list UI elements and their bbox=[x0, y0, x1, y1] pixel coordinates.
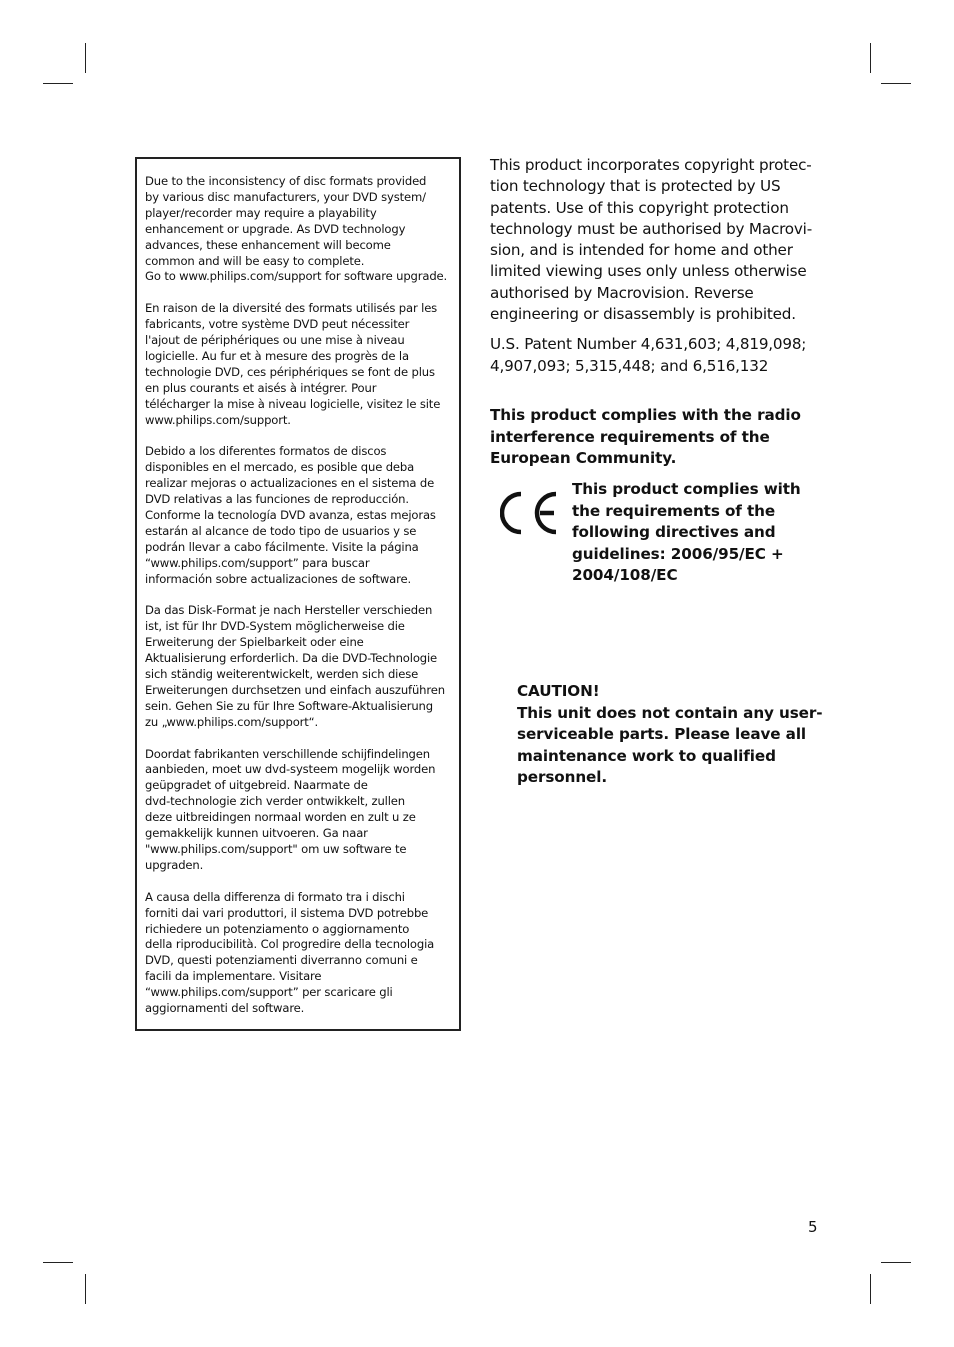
radio-compliance bbox=[490, 405, 820, 470]
ce-compliance bbox=[572, 479, 822, 587]
radio-compliance-text: This product complies with the radio interference requirements of the European Community. bbox=[490, 406, 801, 467]
copyright-text: This product incorporates copyright protec- tion technology that is protected by US patents. Use of this copyright protection technology must be authorised by Macrovi- sion, and is intended for home and other limited viewing uses only unless otherwise authorised by Macrovision. Reverse engineering or disassembly is prohibited. bbox=[490, 156, 812, 324]
crop-mark bbox=[85, 1274, 86, 1304]
crop-mark bbox=[881, 1262, 911, 1263]
crop-mark bbox=[43, 1262, 73, 1263]
caution-title: CAUTION! bbox=[517, 682, 600, 700]
crop-mark bbox=[870, 43, 871, 73]
copyright-section bbox=[490, 155, 820, 377]
software-upgrade-notice bbox=[135, 157, 461, 1031]
notice-german: Da das Disk-Format je nach Hersteller verschieden ist, ist für Ihr DVD-System möglicherweise die Erweiterung der Spielbarkeit oder eine Aktualisierung erforderlich. Da die DVD-Technologie sich ständig weiterentwickelt, werden sich diese Erweiterungen durchsetzen und einfach auszuführen sein. Gehen Sie zu für Ihre Software-Aktualisierung zu „www.philips.com/support“. bbox=[145, 603, 445, 729]
crop-mark bbox=[881, 83, 911, 84]
crop-mark bbox=[870, 1274, 871, 1304]
crop-mark bbox=[85, 43, 86, 73]
notice-french: En raison de la diversité des formats utilisés par les fabricants, votre système DVD peut nécessiter l'ajout de périphériques ou une mise à niveau logicielle. Au fur et à mesure des progrès de la technologie DVD, ces périphériques se font de plus en plus courants et aisés à intégrer. Pour télécharger la mise à niveau logicielle, visitez le site www.philips.com/support. bbox=[145, 301, 441, 427]
crop-mark bbox=[43, 83, 73, 84]
notice-italian: A causa della differenza di formato tra i dischi forniti dai vari produttori, il sistema DVD potrebbe richiedere un potenziamento o aggiornamento della riproducibilità. Col progredire della tecnologia DVD, questi potenziamenti diverranno comuni e facili da implementare. Visitare “www.philips.com/support” per scaricare gli aggiornamenti del software. bbox=[145, 889, 435, 1016]
ce-mark-icon bbox=[500, 491, 562, 535]
caution-body: This unit does not contain any user- serviceable parts. Please leave all maintenance work to qualified personnel. bbox=[517, 703, 823, 786]
caution-notice bbox=[517, 681, 837, 789]
notice-spanish: Debido a los diferentes formatos de discos disponibles en el mercado, es posible que deba realizar mejoras o actualizaciones en el sistema de DVD relativas a las funciones de reproducción. Conforme la tecnología DVD avanza, estas mejoras estarán al alcance de todo tipo de usuarios y se podrán llevar a cabo fácilmente. Visite la página “www.philips.com/support” para buscar información sobre actualizaciones de software. bbox=[145, 444, 436, 586]
notice-dutch: Doordat fabrikanten verschillende schijfindelingen aanbieden, moet uw dvd-systeem mogelijk worden geüpgradet of uitgebreid. Naarmate de dvd-technologie zich verder ontwikkelt, zullen deze uitbreidingen normaal worden en zult u ze gemakkelijk kunnen uitvoeren. Ga naar "www.philips.com/support" om uw software te upgraden. bbox=[145, 746, 436, 872]
page-number: 5 bbox=[808, 1218, 818, 1236]
ce-compliance-text: This product complies with the requirements of the following directives and guidelines: 2006/95/EC + 2004/108/EC bbox=[572, 480, 801, 584]
patent-text: U.S. Patent Number 4,631,603; 4,819,098; 4,907,093; 5,315,448; and 6,516,132 bbox=[490, 335, 807, 375]
notice-english: Due to the inconsistency of disc formats provided by various disc manufacturers, your DVD system/ player/recorder may require a playability enhancement or upgrade. As DVD technology advances, these enhancement will become common and will be easy to complete. Go to www.philips.com/support for software upgrade. bbox=[145, 174, 448, 284]
